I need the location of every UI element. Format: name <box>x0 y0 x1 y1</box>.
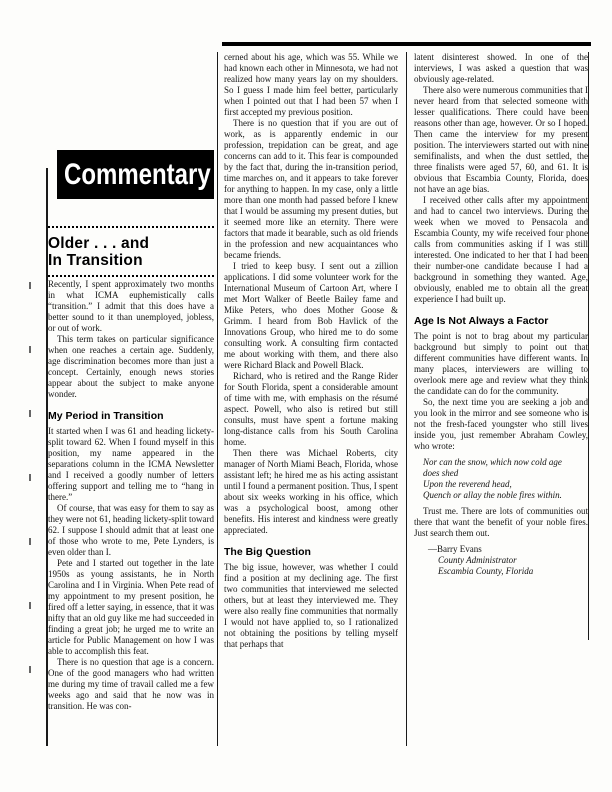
left-margin-ticks <box>29 282 31 718</box>
paragraph: The point is not to brag about my particular background but simply to point out that different communities have different wants. In many places, interviewers are willing to overlook mere age and review what they think the candidate can do for the community. <box>414 331 588 396</box>
paragraph: There is no question that if you are out of work, as is apparently endemic in our profession, trepidation can be great, and age concerns can add to it. This fear is compounded by the fact that, during the in-transition period, time marches on, and it appears to take forever for anything to happen. In my case, only a little more than one month had passed before I knew that I would be assuming my present duties, but it seemed more like an eternity. There were factors that made it bearable, such as old friends in the profession and new acquaintances who became friends. <box>224 118 398 260</box>
paragraph: So, the next time you are seeking a job and you look in the mirror and see someone who is not the fresh-faced youngster who still lives inside you, just remember Abraham Cowley, who wrote: <box>414 397 588 451</box>
paragraph: Then there was Michael Roberts, city manager of North Miami Beach, Florida, whose assistant left; he hired me as his acting assistant until I found a permanent position. Thus, I spent about six weeks working in his office, which was a psychological boost, among other benefits. His interest and kindness were greatly appreciated. <box>224 448 398 535</box>
paragraph: Of course, that was easy for them to say as they were not 61, heading lickety-split toward 62. I suppose I should admit that at least one of those who wrote to me, Pete Lynders, is even older than I. <box>48 503 214 557</box>
column-divider-left-middle <box>217 52 218 746</box>
dotted-rule-top <box>48 226 214 228</box>
paragraph: latent disinterest showed. In one of the interviews, I was asked a question that was obviously age-related. <box>414 52 588 84</box>
title-line-1: Older . . . and <box>48 235 150 252</box>
paragraph: I tried to keep busy. I sent out a zillion applications. I did some volunteer work for the International Museum of Cartoon Art, where I met Mort Walker of Beetle Bailey fame and Mike Peters, who does Mother Goose & Grimm. I heard from Bob Havlick of the Innovations Group, who hired me to do some consulting work. A consulting firm contacted me about working with them, and there also were Richard Black and Powell Black. <box>224 261 398 370</box>
author-name: —Barry Evans <box>428 544 482 554</box>
section-heading-my-period: My Period in Transition <box>48 410 164 422</box>
commentary-banner <box>57 150 214 199</box>
author-location: Escambia County, Florida <box>438 566 534 576</box>
banner-label: Commentary <box>64 157 211 191</box>
paragraph: cerned about his age, which was 55. While we had known each other in Minnesota, we had not realized how many years lay on my shoulders. So I guess I made him feel better, particularly when I pointed out that I had been 57 when I first accepted my previous position. <box>224 52 398 117</box>
column-divider-middle-right <box>406 52 407 746</box>
right-edge-rule <box>588 52 589 640</box>
verse-line: does shed <box>423 468 459 478</box>
paragraph: Trust me. There are lots of communities out there that want the benefit of your noble fires. Just search them out. <box>414 506 588 538</box>
paragraph: It started when I was 61 and heading lickety-split toward 62. When I found myself in this position, my name appeared in the separations column in the ICMA Newsletter and I received a goodly number of letters offering support and telling me to “hang in there.” <box>48 426 214 502</box>
paragraph: The big issue, however, was whether I could find a position at my declining age. The first two communities that interviewed me selected others, but at least they interviewed me. They were also really fine communities that normally I would not have applied to, so I rationalized not obtaining the positions by telling myself that perhaps that <box>224 562 398 649</box>
section-heading-age-factor: Age Is Not Always a Factor <box>414 315 549 327</box>
column-middle <box>224 52 398 650</box>
verse-quote <box>423 457 588 501</box>
paragraph: This term takes on particular significance when one reaches a certain age. Suddenly, age discrimination becomes more than just a concept. Certainly, enough news stories appear about the subject to make anyone wonder. <box>48 334 214 399</box>
paragraph: Pete and I started out together in the late 1950s as young assistants, he in North Carolina and I in Virginia. When Pete read of my appointment to my present position, he fired off a letter saying, in essence, that it was nifty that an old guy like me had succeeded in finding a great job; he urged me to write an article for Public Management on how I was able to accomplish this feat. <box>48 558 214 656</box>
author-signature <box>414 544 588 577</box>
paragraph: I received other calls after my appointment and had to cancel two interviews. During the week when we moved to Pensacola and Escambia County, my wife received four phone calls from communities asking if I was still interested. One indicated to her that I had been their number-one candidate because I had a background in something they wanted. Age, obviously, enabled me to obtain all the great experience I had built up. <box>414 195 588 304</box>
paragraph: Richard, who is retired and the Range Rider for South Florida, spent a considerable amount of time with me, with emphasis on the résumé aspect. Powell, who also is retired but still consults, must have spent a fortune making long-distance calls from his South Carolina home. <box>224 371 398 447</box>
article-title <box>48 235 214 269</box>
title-line-2: In Transition <box>48 252 143 269</box>
paragraph: Recently, I spent approximately two months in what ICMA euphemistically calls “transition.” I admit that this does have a better sound to it than unemployed, jobless, or out of work. <box>48 279 214 333</box>
author-role: County Administrator <box>438 555 517 565</box>
verse-line: Upon the reverend head, <box>423 479 512 489</box>
top-rule <box>222 42 591 46</box>
paragraph: There also were numerous communities that I never heard from that selected someone with lesser qualifications. There could have been reasons other than age, however. Or so I hoped. Then came the interview for my present position. The interviewers started out with nine semifinalists, and when the dust settled, the three finalists were aged 57, 60, and 61. It is obvious that Escambia County, Florida, does not have an age bias. <box>414 85 588 194</box>
verse-line: Quench or allay the noble fires within. <box>423 490 562 500</box>
dotted-rule-bottom <box>48 275 214 277</box>
column-right <box>414 52 588 577</box>
verse-line: Nor can the snow, which now cold age <box>423 457 562 467</box>
section-heading-big-question: The Big Question <box>224 546 311 558</box>
paragraph: There is no question that age is a concern. One of the good managers who had written me during my time of travail called me a few weeks ago and said that he now was in transition. He was con- <box>48 657 214 711</box>
column-left <box>48 226 214 712</box>
